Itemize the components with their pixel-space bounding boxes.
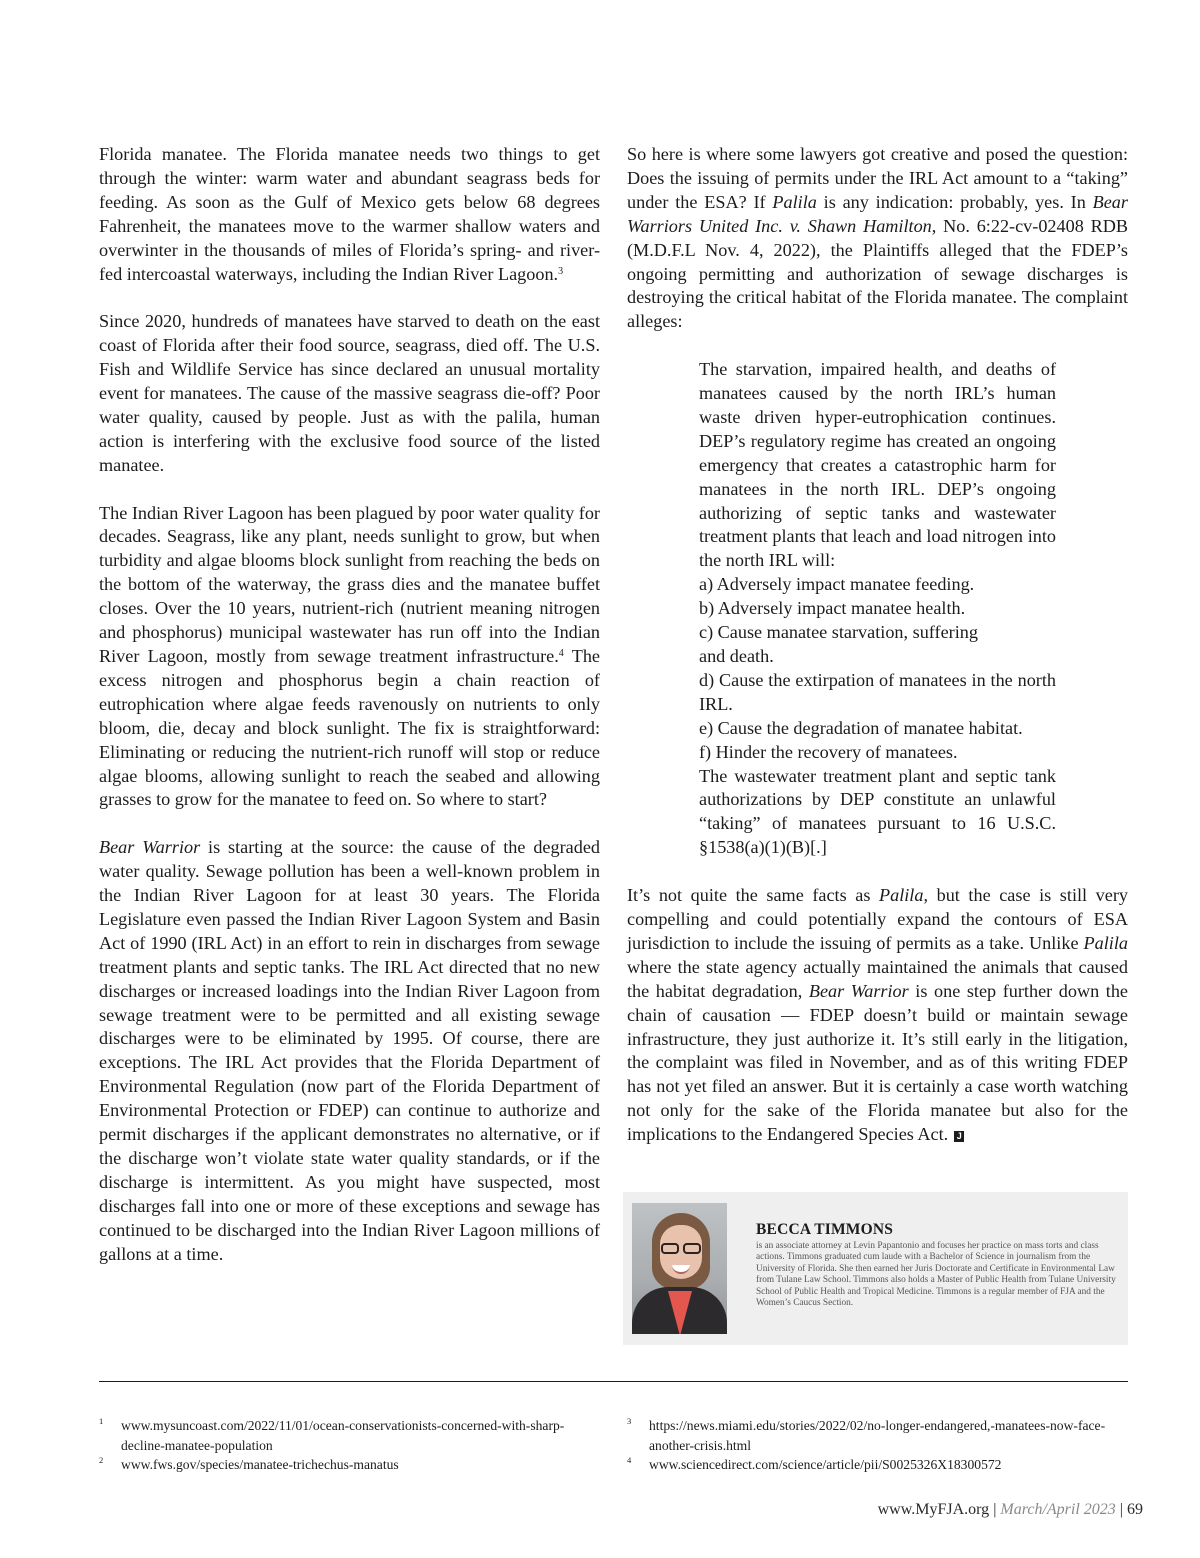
paragraph: Bear Warrior is starting at the source: the cause of the degraded water quality. Sewage pollution has been a well-known problem in the Indian River Lagoon for at least 30 years. The Florida Legislature even passed the Indian River Lagoon System and Basin Act of 1990 (IRL Act) in an effort to rein in discharges from sewage treatment plants and septic tanks. The IRL Act directed that no new discharges or increased loadings into the Indian River Lagoon from sewage treatment were to be permitted and all existing sewage discharges were to be eliminated by 1995. Of course, there are exceptions. The IRL Act provides that the Florida Department of Environmental Regulation (now part of the Florida Department of Environmental Protection or FDEP) can continue to authorize and permit discharges if the applicant demonstrates no alternative, or if the discharge won’t violate state water quality standards, or if the discharge is intermittent. As you might have suspected, most discharges fall into one or more of these exceptions and sewage has continued to be discharged into the Indian River Lagoon millions of gallons at a time. [99,837,600,1264]
author-bio-text: is an associate attorney at Levin Papantonio and focuses her practice on mass torts and class actions. Timmons graduated cum laude with a Bachelor of Science in journalism from the University of Florida. She then earned her Juris Doctorate and Certificate in Environmental Law from Tulane Law School. Timmons also holds a Master of Public Health from Tulane University School of Public Health and Tropical Medicine. Timmons is a regular member of FJA and the Women’s Caucus Section. [756,1241,1116,1309]
footnote [99,1416,579,1455]
footnote [627,1416,1129,1455]
footnote [627,1455,1129,1475]
author-bio-box [623,1192,1128,1345]
footnotes-left [99,1416,579,1475]
footnote-link[interactable]: www.mysuncoast.com/2022/11/01/ocean-conservationists-concerned-with-sharp-decline-manatee-population [121,1418,565,1453]
footnote [99,1455,579,1475]
quote-closing: The wastewater treatment plant and septic tank authorizations by DEP constitute an unlawful “taking” of manatees pursuant to 16 U.S.C. §1538(a)(1)(B)[.] [699,765,1056,858]
quote-item: d) Cause the extirpation of manatees in the north IRL. [699,669,1056,714]
quote-item: c) Cause manatee starvation, suffering and death. [699,622,978,667]
left-column [99,143,600,1267]
paragraph: Since 2020, hundreds of manatees have starved to death on the east coast of Florida after their food source, seagrass, died off. The U.S. Fish and Wildlife Service has since declared an unusual mortality event for manatees. The cause of the massive seagrass die-off? Poor water quality, caused by people. Just as with the palila, human action is interfering with the exclusive food source of the listed manatee. [99,311,600,475]
quote-item: f) Hinder the recovery of manatees. [699,741,958,762]
footnote-link[interactable]: https://news.miami.edu/stories/2022/02/no-longer-endangered,-manatees-now-face-another-crisis.html [649,1418,1106,1453]
quote-intro: The starvation, impaired health, and deaths of manatees caused by the north IRL’s human waste driven hyper-eutrophication continues. DEP’s regulatory regime has created an ongoing emergency that creates a catastrophic harm for manatees in the north IRL. DEP’s ongoing authorizing of septic tanks and wastewater treatment plants that leach and load nitrogen into the north IRL will: [699,359,1056,571]
footnote-number: 2 [99,1455,104,1466]
page-footer: www.MyFJA.org | March/April 2023 | 69 [877,1501,1143,1518]
page-number: 69 [1127,1501,1143,1518]
paragraph: So here is where some lawyers got creative and posed the question: Does the issuing of permits under the IRL Act amount to a “taking” under the ESA? If Palila is any indication: probably, yes. In Bear Warriors United Inc. v. Shawn Hamilton, No. 6:22-cv-02408 RDB (M.D.F.L Nov. 4, 2022), the Plaintiffs alleged that the FDEP’s ongoing permitting and authorization of sewage discharges is destroying the critical habitat of the Florida manatee. The complaint alleges: [627,144,1128,332]
author-photo [632,1203,727,1334]
author-name: BECCA TIMMONS [756,1221,894,1238]
paragraph: Florida manatee. The Florida manatee needs two things to get through the winter: warm water and abundant seagrass beds for feeding. As soon as the Gulf of Mexico gets below 68 degrees Fahrenheit, the manatees move to the warmer shallow waters and overwinter in the thousands of miles of Florida’s spring- and river-fed intercoastal waterways, including the Indian River Lagoon.$^3$ [99,144,600,284]
footnote-number: 3 [627,1416,632,1426]
issue-date: March/April 2023 [1000,1501,1116,1518]
right-column [627,143,1128,1147]
footnote-link[interactable]: www.fws.gov/species/manatee-trichechus-manatus [121,1457,399,1473]
footnote-link[interactable]: www.sciencedirect.com/science/article/pii/S0025326X18300572 [649,1457,1002,1473]
footnote-divider [99,1381,1128,1382]
footnote-number: 1 [99,1416,104,1426]
quote-item: e) Cause the degradation of manatee habitat. [699,717,1023,738]
footnote-ref[interactable]: 3 [558,265,564,277]
quote-item: a) Adversely impact manatee feeding. [699,574,975,595]
paragraph: The Indian River Lagoon has been plagued by poor water quality for decades. Seagrass, like any plant, needs sunlight to grow, but when turbidity and algae blooms block sunlight from reaching the beds on the bottom of the waterway, the grass dies and the manatee buffet closes. Over the 10 years, nutrient-rich (nutrient meaning nitrogen and phosphorus) municipal wastewater has run off into the Indian River Lagoon, mostly from sewage treatment infrastructure.$^4$ The excess nitrogen and phosphorus begin a chain reaction of eutrophication where algae feeds ravenously on nutrients to only bloom, die, decay and block sunlight. The fix is straightforward: Eliminating or reducing the nutrient-rich runoff will stop or reduce algae blooms, allowing sunlight to reach the seabed and allowing grasses to grow for the manatee to feed on. So where to start? [99,502,600,810]
footnote-ref[interactable]: 4 [558,648,564,659]
end-of-article-mark: J [954,1131,964,1142]
footnote-number: 4 [627,1455,632,1466]
paragraph: It’s not quite the same facts as Palila, but the case is still very compelling and could potentially expand the contours of ESA jurisdiction to include the issuing of permits as a take. Unlike Palila where the state agency actually maintained the animals that caused the habitat degradation, Bear Warrior is one step further down the chain of causation — FDEP doesn’t build or maintain sewage infrastructure, they just authorize it. It’s still early in the litigation, the complaint was filed in November, and as of this writing FDEP has not yet filed an answer. But it is certainly a case worth watching not only for the sake of the Florida manatee but also for the implications to the Endangered Species Act. J [627,885,1128,1145]
site-url[interactable]: www.MyFJA.org [877,1501,990,1518]
block-quote [699,358,1056,860]
footnotes-right [627,1416,1129,1475]
quote-item: b) Adversely impact manatee health. [699,598,966,619]
